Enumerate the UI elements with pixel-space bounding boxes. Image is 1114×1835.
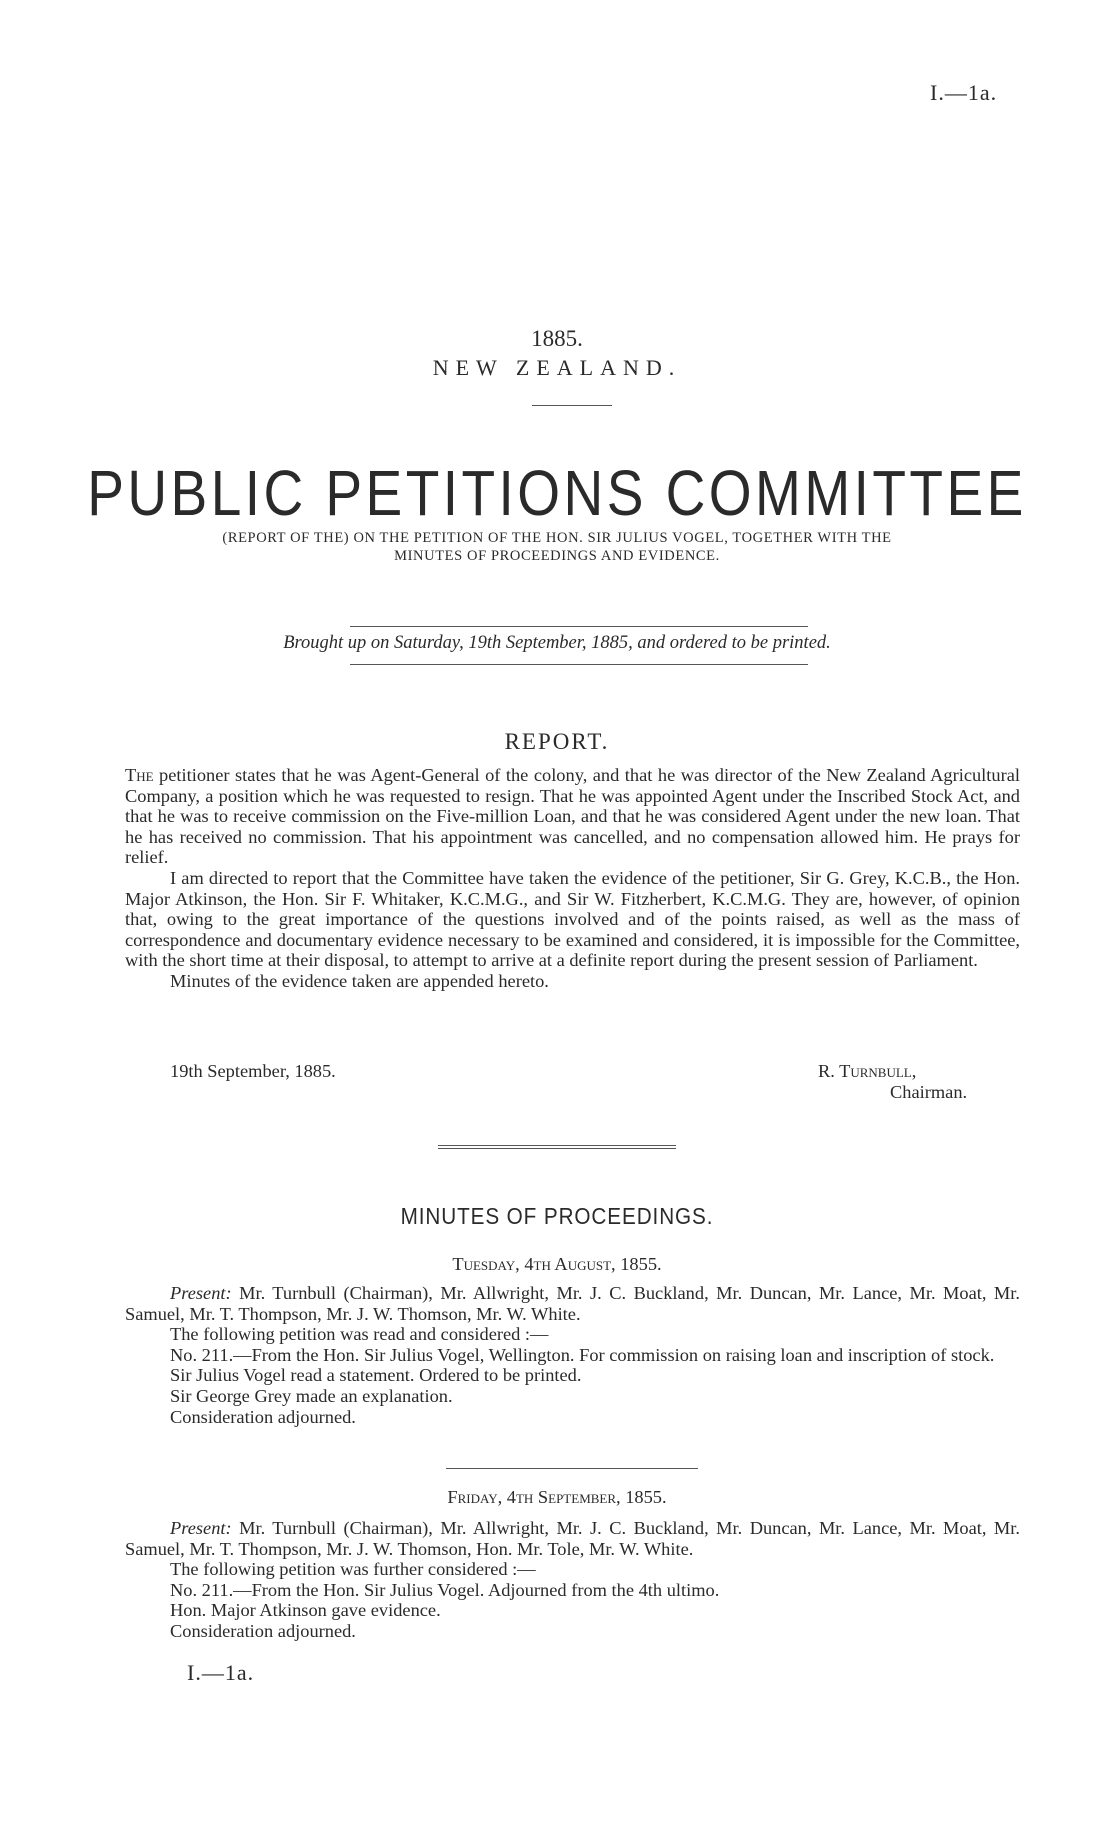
- divider: [350, 626, 808, 627]
- meeting-1-date: Tuesday, 4th August, 1855.: [452, 1254, 662, 1274]
- divider: [446, 1468, 698, 1469]
- meeting-1-body: [125, 1283, 1020, 1427]
- report-paragraph-3: Minutes of the evidence taken are appended hereto.: [170, 970, 549, 991]
- report-paragraph-1: [125, 765, 1020, 868]
- year: 1885.: [531, 326, 583, 351]
- meeting-1-attendees: Mr. Turnbull (Chairman), Mr. Allwright, Mr. J. C. Buckland, Mr. Duncan, Mr. Lance, Mr. Moat, Mr. Samuel, Mr. T. Thompson, Mr. J. W. Thomson, Mr. W. White.: [125, 1283, 1020, 1324]
- meeting-2-body: [125, 1518, 1020, 1642]
- report-heading: REPORT.: [504, 729, 610, 754]
- report-lead-word: The: [125, 765, 154, 785]
- report-paragraph-2: I am directed to report that the Committee have taken the evidence of the petitioner, Sir G. Grey, K.C.B., the Hon. Major Atkinson, the Hon. Sir F. Whitaker, K.C.M.G., and Sir W. Fitzherbert, K.C.M.G. They are, however, of opinion that, owing to the great importance of the questions involved and of the points raised, as well as the mass of correspondence and documentary evidence necessary to be examined and considered, it is impossible for the Committee, with the short time at their disposal, to attempt to arrive at a definite report during the present session of Parliament.: [125, 867, 1020, 971]
- subtitle-line-1: (REPORT OF THE) ON THE PETITION OF THE HON. SIR JULIUS VOGEL, TOGETHER WITH THE: [222, 530, 892, 546]
- meeting-1-present: [125, 1283, 1020, 1324]
- document-title: PUBLIC PETITIONS COMMITTEE: [87, 457, 1027, 529]
- meeting-2-line-3: Hon. Major Atkinson gave evidence.: [170, 1600, 441, 1621]
- meeting-1-line-1: The following petition was read and considered :—: [170, 1324, 549, 1345]
- brought-up-note: Brought up on Saturday, 19th September, 1885, and ordered to be printed.: [283, 633, 831, 653]
- meeting-2-line-4: Consideration adjourned.: [170, 1620, 356, 1641]
- present-label: Present:: [170, 1283, 232, 1303]
- meeting-1-line-4: Sir George Grey made an explanation.: [170, 1385, 453, 1406]
- footer-reference: I.—1a.: [187, 1660, 255, 1685]
- meeting-1-line-3: Sir Julius Vogel read a statement. Ordered to be printed.: [170, 1365, 582, 1386]
- meeting-2-present: [125, 1518, 1020, 1559]
- meeting-1-line-5: Consideration adjourned.: [170, 1406, 356, 1427]
- minutes-heading: MINUTES OF PROCEEDINGS.: [400, 1203, 714, 1229]
- page-reference: I.—1a.: [930, 80, 998, 105]
- section-divider: [438, 1145, 676, 1149]
- subtitle-line-2: MINUTES OF PROCEEDINGS AND EVIDENCE.: [394, 548, 720, 564]
- present-label: Present:: [170, 1518, 232, 1538]
- report-body: [125, 765, 1020, 992]
- report-signer-role: Chairman.: [890, 1082, 968, 1102]
- meeting-2-date: Friday, 4th September, 1855.: [447, 1487, 667, 1507]
- divider: [532, 405, 612, 406]
- meeting-2-line-2: No. 211.—From the Hon. Sir Julius Vogel. Adjourned from the 4th ultimo.: [170, 1579, 720, 1600]
- report-paragraph-1-text: petitioner states that he was Agent-General of the colony, and that he was director of the New Zealand Agricultural Company, a position which he was requested to resign. That he was appointed Agent under the Inscribed Stock Act, and that he was to receive commission on the Five-million Loan, and that he was considered Agent under the new loan. That he has received no commission. That his appointment was cancelled, and no compensation allowed him. He prays for relief.: [125, 765, 1020, 868]
- meeting-2-line-1: The following petition was further considered :—: [170, 1559, 536, 1580]
- divider: [350, 664, 808, 665]
- report-date: 19th September, 1885.: [170, 1061, 336, 1081]
- meeting-2-attendees: Mr. Turnbull (Chairman), Mr. Allwright, Mr. J. C. Buckland, Mr. Duncan, Mr. Lance, Mr. Moat, Mr. Samuel, Mr. T. Thompson, Mr. J. W. Thomson, Hon. Mr. Tole, Mr. W. White.: [125, 1518, 1020, 1559]
- report-signer: R. Turnbull,: [818, 1061, 917, 1081]
- meeting-1-line-2: No. 211.—From the Hon. Sir Julius Vogel, Wellington. For commission on raising loan and inscription of stock.: [170, 1344, 995, 1365]
- country-heading: NEW ZEALAND.: [432, 355, 682, 380]
